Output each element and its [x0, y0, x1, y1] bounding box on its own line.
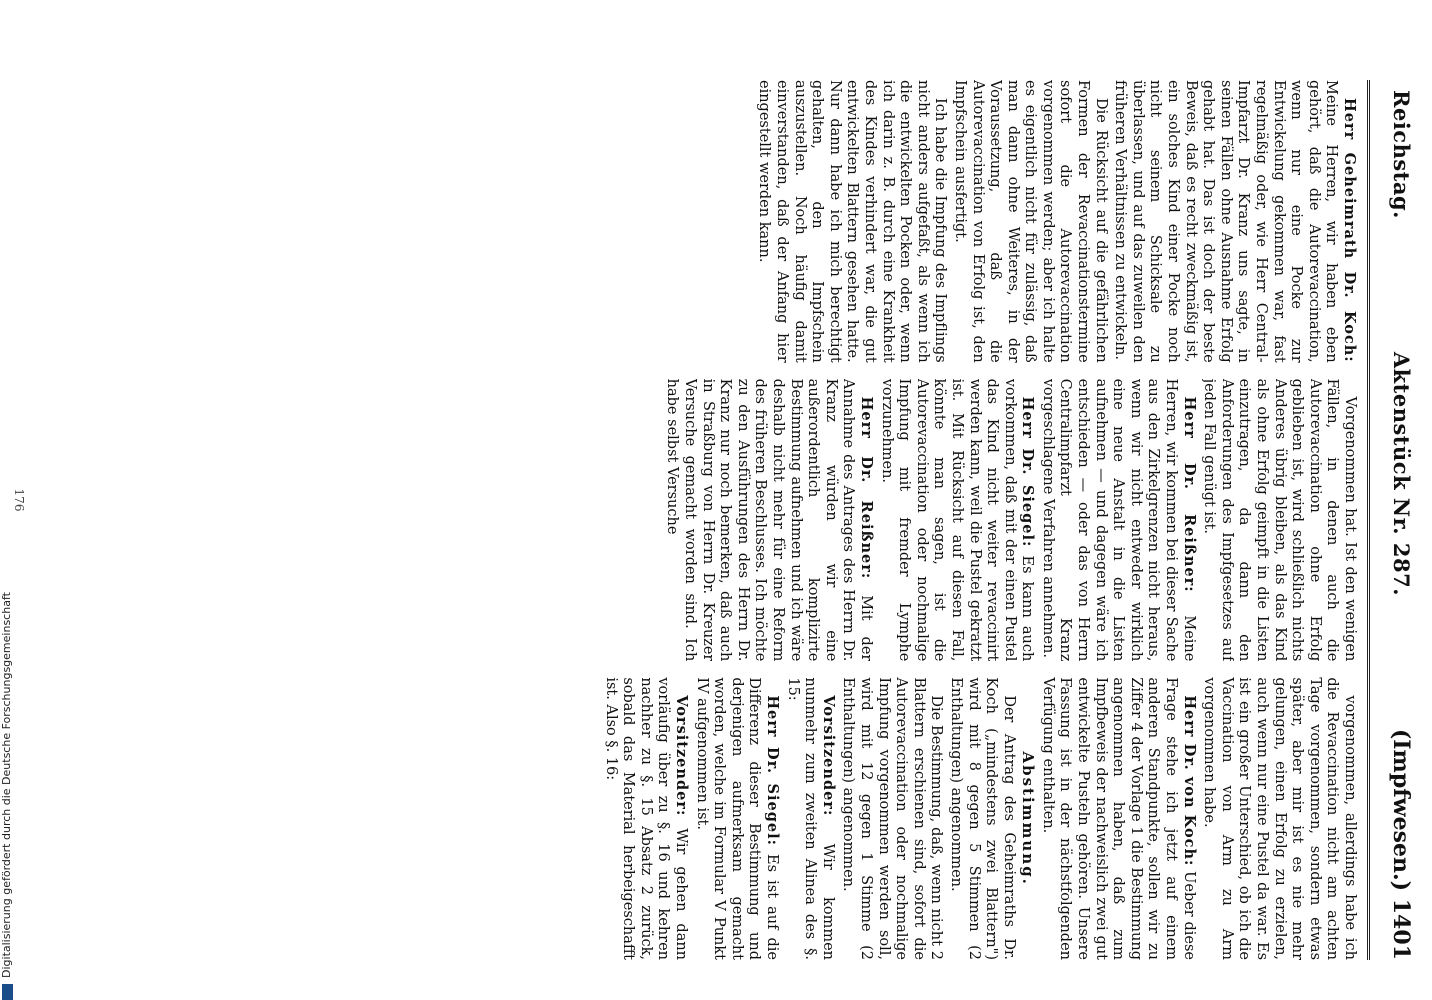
paragraph	[839, 677, 945, 960]
paragraph-text: Es ist auf die Differenz dieser Bestimmung und derjenigen aufmerksam gemacht worden, welche im Formular V Punkt IV aufgenommen ist.	[693, 677, 780, 961]
column-2	[40, 379, 1358, 662]
paragraph-text: Die Bestimmung, daß, wenn nicht 2 Blattern erschienen sind, sofort die Autorevaccination oder nochmalige Impfung vorgenommen werden soll, wird mit 12 gegen 1 Stimme (2 Enthaltungen) angenommen.	[840, 677, 945, 961]
text-columns	[40, 80, 1358, 960]
paragraph-text: Die Rücksicht auf die gefährlichen Formen der Revaccinationstermine sofort die Autorevaccination vorgenommen werden; aber ich halte es eigentlich nicht für zulässig, daß man dann ohne Weiteres, in der Voraussetzung, daß die Autorevaccination von Erfolg ist, den Impfschein ausfertigt.	[951, 80, 1109, 363]
paragraph	[946, 677, 1016, 960]
speaker-name: Herr Dr. von Koch:	[1180, 695, 1198, 867]
column-3	[40, 677, 1358, 960]
header-right	[1388, 729, 1414, 960]
paragraph	[950, 80, 1108, 363]
speaker-name: Herr Dr. Siegel:	[764, 695, 781, 846]
paragraph-text: Der Antrag des Geheimraths Dr. Koch („mindestens zwei Blattern") wird mit 8 gegen 5 Stimmen (2 Enthaltungen) angenommen.	[947, 677, 1017, 961]
paragraph	[1200, 379, 1358, 662]
paragraph	[783, 677, 837, 960]
paragraph	[1200, 677, 1358, 960]
paragraph	[692, 677, 781, 960]
paragraph-text: Meine Herren, wir kommen bei dieser Sache aus den Zirkelgrenzen nicht heraus, wenn wir nicht entweder wirklich eine neue Anstalt in die Listen aufnehmen — und dagegen wäre ich entschieden — oder das von Herrn Centralimpfarzt Kranz vorgeschlagene Verfahren annehmen.	[1039, 378, 1197, 662]
header-left: Reichstag.	[1389, 90, 1414, 219]
page-number: 1401	[1388, 898, 1414, 960]
speaker-name: Herr Dr. Reißner:	[857, 396, 875, 580]
speaker-name: Vorsitzender:	[673, 695, 691, 817]
speaker-name: Vorsitzender:	[819, 695, 837, 817]
paragraph-text: Vorgenommen hat. Ist den wenigen Fällen, in denen auch die Autorevaccination ohne Erfolg geblieben ist, wird schließlich nichts Anderes übrig bleiben, als das Kind als ohne Erfolg geimpft in die Listen einzutragen, da dann den Anforderungen des Impfgesetzes auf jeden Fall genügt ist.	[1201, 378, 1358, 662]
paragraph-text: Mit der Annahme des Antrages des Herrn Dr. Kranz würden wir eine außerordentlich komplizirte Bestimmung aufnehmen und ich wäre deshalb nicht mehr für eine Reform des früheren Beschlusses. Ich möchte zu den Ausführungen des Herrn Dr. Kranz nur noch bemerken, daß auch in Straßburg von Herrn Dr. Kreuzer Versuche gemacht worden sind. Ich habe selbst Versuche	[664, 378, 874, 662]
header-note: (Impfwesen.)	[1388, 728, 1414, 892]
paragraph	[1111, 80, 1358, 363]
speaker-name: Herr Geheimrath Dr. Koch:	[1341, 98, 1358, 363]
paragraph-text: Meine Herren, wir haben eben gehört, daß die Autorevaccination, wenn nur eine Pocke zur Entwickelung gekommen war, fast regelmäßig oder, wie Herr Central-Impfarzt Dr. Kranz uns sagte, in seinen Fällen ohne Ausnahme Erfolg gehabt hat. Das ist doch der beste Beweis, daß es recht zweckmäßig ist, ein solches Kind einer Pocke noch nicht seinem Schicksale zu überlassen, und auf das zuweilen den früheren Verhältnissen zu entwickeln.	[1112, 80, 1340, 363]
paragraph	[877, 379, 1036, 662]
paragraph-text: Ich habe die Impfung des Impflings nicht anders aufgefaßt, als wenn ich die entwickelten Pocken oder, wenn ich darin z. B. durch eine Krankheit des Kindes verhindert war, die gut entwickelten Blattern gesehen hatte. Nur dann habe ich mich berechtigt gehalten, den Impfschein auszustellen. Noch häufig damit einverstanden, daß der Anfang hier eingestellt werden kann.	[756, 80, 949, 363]
header-rule	[1367, 80, 1370, 960]
paragraph-text: Es kann auch vorkommen, daß mit der einen Pustel das Kind nicht weiter revaccinirt werden kann, weil die Pustel gekratzt ist. Mit Rücksicht auf diesen Fall, könnte man sagen, ist die Autorevaccination oder nochmalige Impfung mit fremder Lymphe vorzunehmen.	[878, 378, 1036, 662]
paragraph-text: vorgenommen, allerdings habe ich die Revaccination nicht am achten Tage vorgenommen, sondern etwas später, aber mir ist es nie mehr gelungen, einen Erfolg zu erzielen, auch wenn nur eine Pustel da war. Es ist ein großer Unterschied, ob ich die Vaccination von Arm zu Arm vorgenommen habe.	[1201, 677, 1358, 961]
paragraph	[1038, 379, 1197, 662]
digitization-credit: Digitalisierung gefördert durch die Deutsche Forschungsgemeinschaft	[0, 0, 14, 1000]
footer-marker: 176	[12, 488, 26, 512]
section-heading: Abstimmung.	[1019, 751, 1038, 886]
page-header	[1374, 90, 1414, 960]
column-1	[40, 80, 1358, 363]
paragraph-text: Wir gehen dann vorläufig über zu §. 16 und kehren nachher zu §. 15 Absatz 2 zurück, sobald das Material herbeigeschafft ist. Also §. 16:	[602, 677, 690, 961]
header-title: Aktenstück Nr. 287.	[1389, 351, 1414, 597]
speaker-name: Herr Dr. Reißner:	[1180, 396, 1198, 593]
paragraph-text: Wir kommen nunmehr zum zweiten Alinea des §. 15:	[784, 677, 836, 961]
paragraph	[601, 677, 690, 960]
speaker-name: Herr Dr. Siegel:	[1019, 396, 1037, 548]
paragraph	[1038, 677, 1197, 960]
paragraph-text: Ueber diese Frage stehe ich jetzt auf einem anderen Standpunkte, sollen wir zu Ziffer 4 der Vorlage 1 die Bestimmung angenommen haben, daß zum Impfbeweis der nachweislich zwei gut entwickelte Pusteln gehören. Unsere Fassung ist in der nächstfolgenden Verfügung enthalten.	[1039, 677, 1197, 961]
paragraph	[755, 80, 949, 363]
paragraph	[663, 379, 875, 662]
